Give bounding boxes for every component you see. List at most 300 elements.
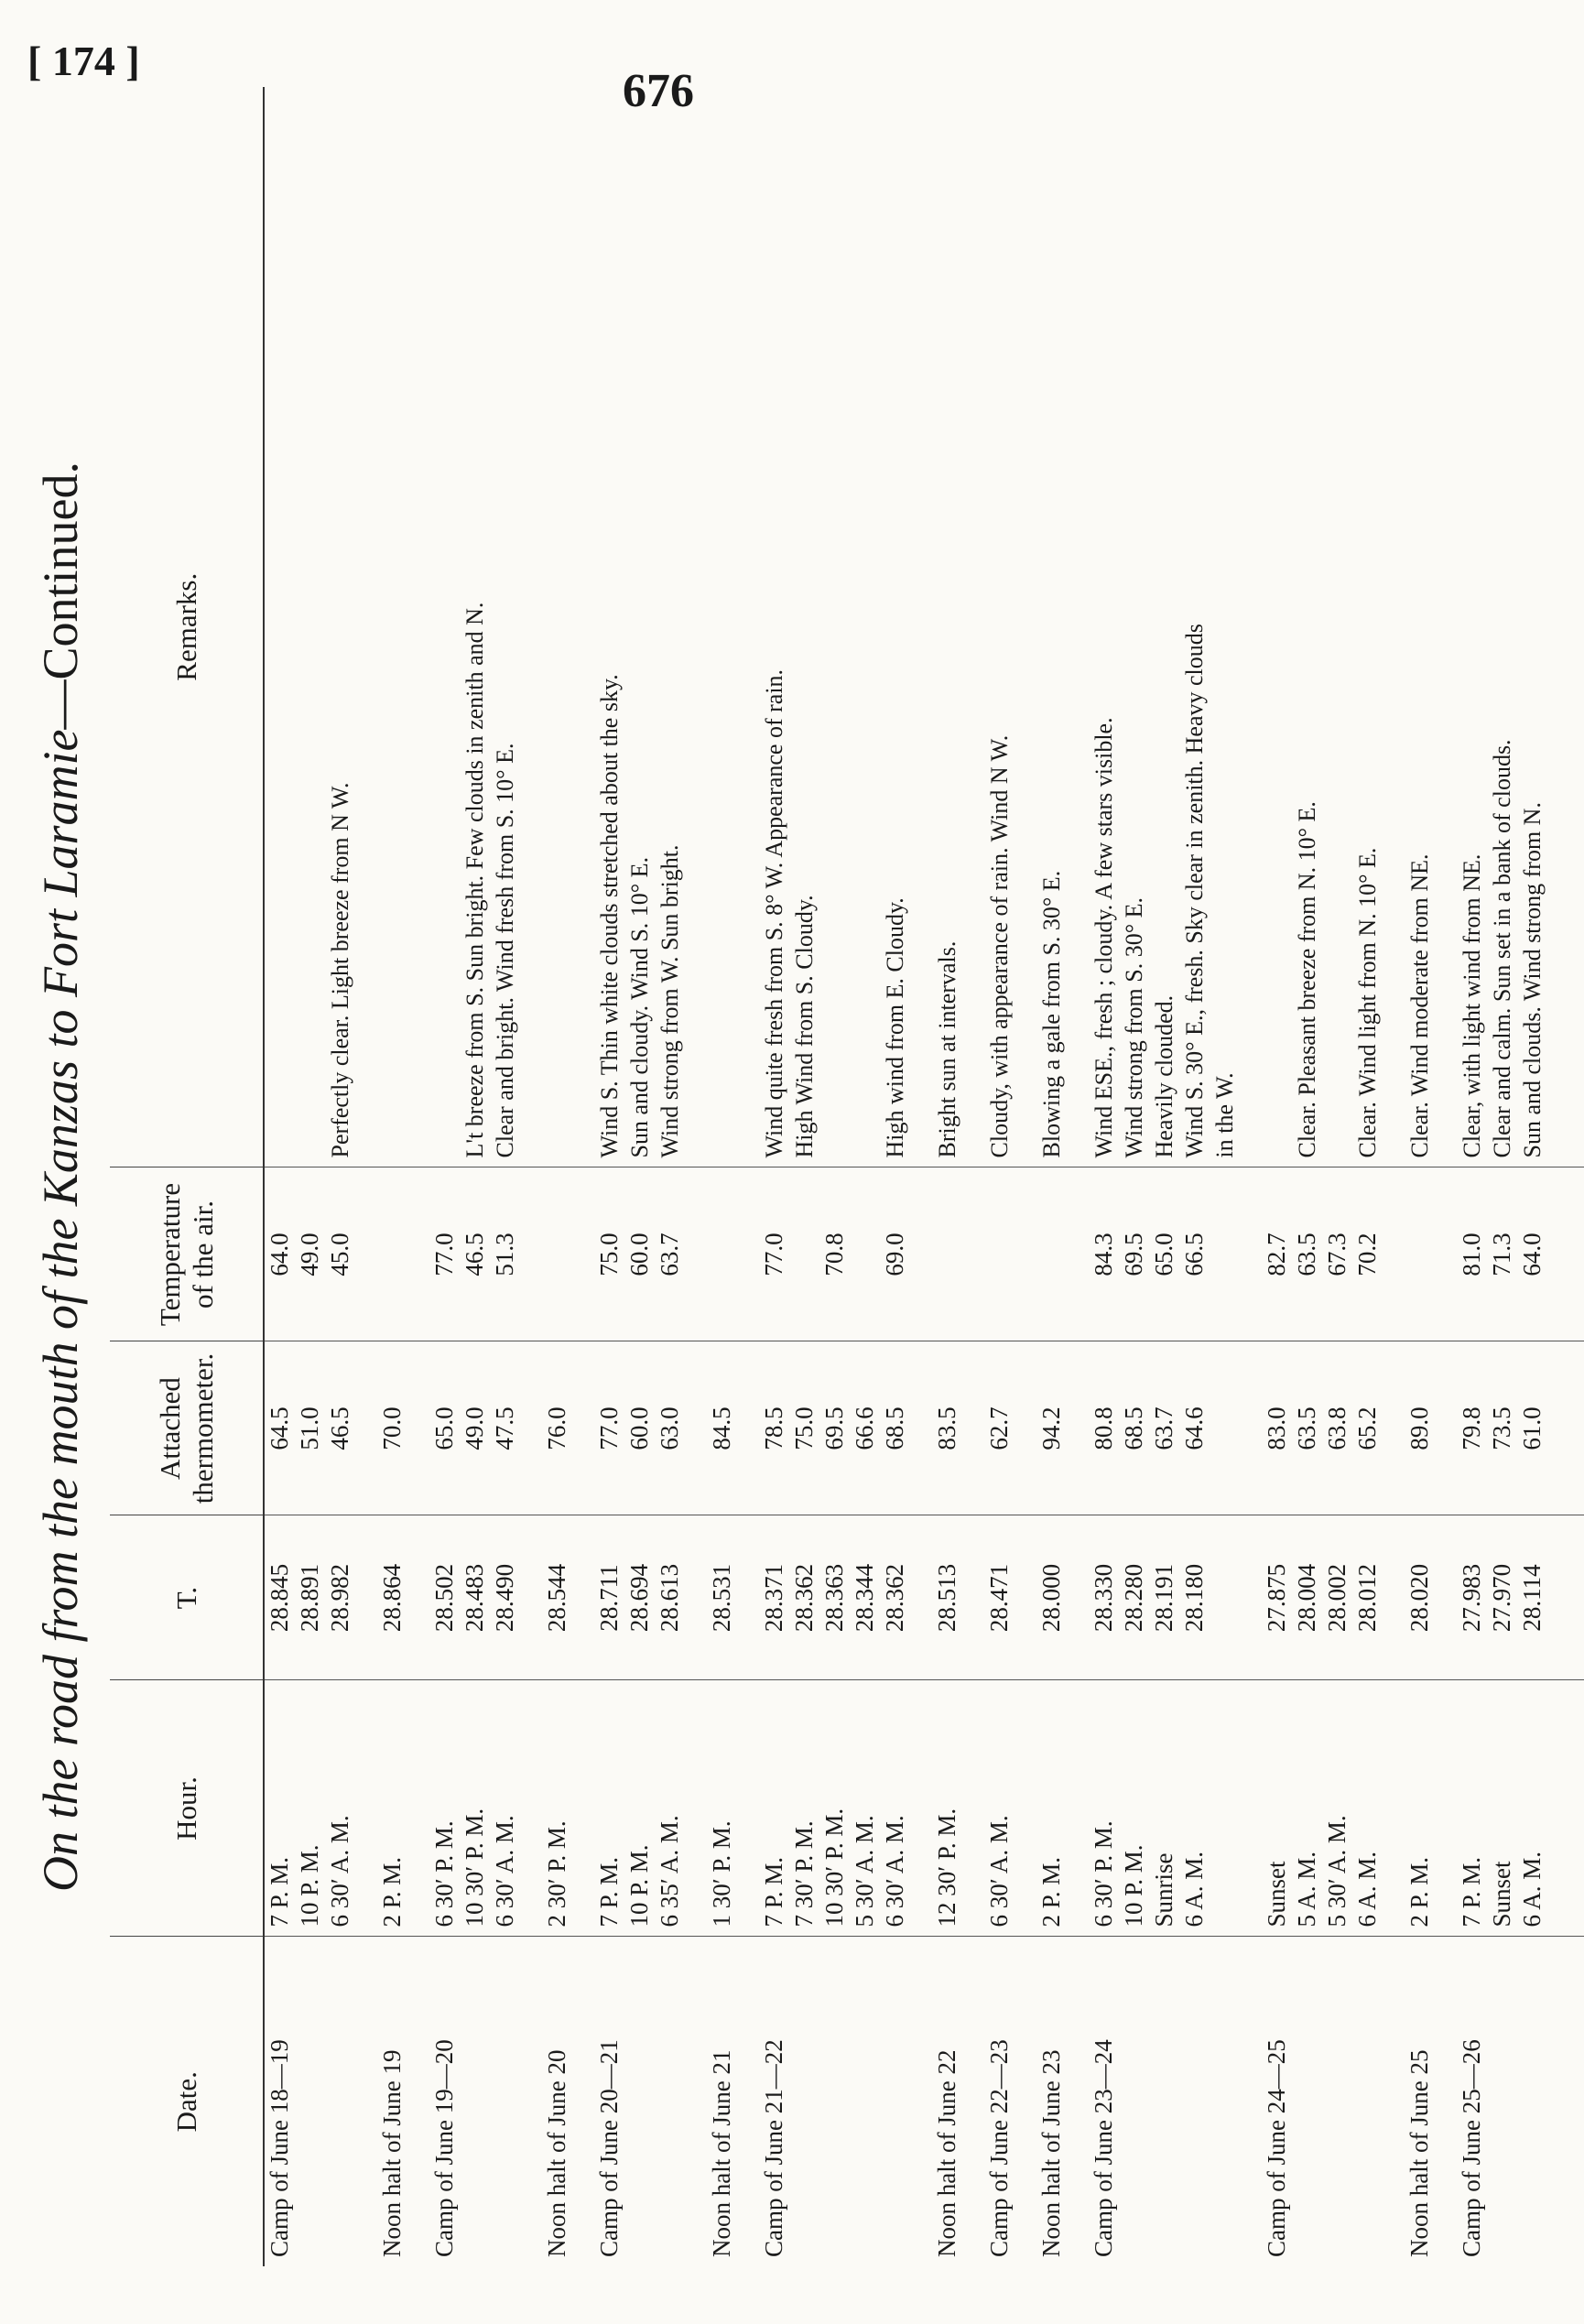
air-temperature-cell: 77.0	[429, 1167, 460, 1341]
air-temperature-cell: 63.7	[655, 1167, 685, 1341]
t-cell: 28.000	[1036, 1515, 1067, 1680]
date-cell	[295, 1937, 325, 2266]
spacer-cell	[910, 1937, 932, 2266]
spacer-cell	[355, 87, 377, 1167]
hour-cell: 6 A. M.	[1179, 1680, 1210, 1937]
spacer-cell	[962, 1167, 984, 1341]
remarks-cell: L't breeze from S. Sun bright. Few clouds in zenith and N.	[460, 87, 490, 1167]
air-temperature-cell: 46.5	[460, 1167, 490, 1341]
group-spacer	[1240, 87, 1262, 2266]
spacer-cell	[572, 1515, 594, 1680]
group-spacer	[1067, 87, 1089, 2266]
table-row	[1487, 87, 1517, 2266]
table-row	[1322, 87, 1352, 2266]
spacer-cell	[1435, 1341, 1457, 1515]
spacer-cell	[737, 1680, 759, 1937]
attached-thermometer-cell: 64.6	[1179, 1341, 1210, 1515]
date-cell: Noon halt of June 19	[378, 2049, 406, 2257]
date-cell: Camp of June 21—22	[760, 2039, 787, 2257]
remarks-cell: Clear. Pleasant breeze from N. 10° E.	[1292, 87, 1322, 1167]
air-temperature-cell: 77.0	[759, 1167, 789, 1341]
table-row	[1517, 87, 1547, 2266]
spacer-cell	[910, 1341, 932, 1515]
remarks-cell: Wind S. Thin white clouds stretched about the sky.	[594, 87, 624, 1167]
remarks-cell: Wind quite fresh from S. 8° W. Appearance of rain.	[759, 87, 789, 1167]
padding-cell	[1547, 1937, 1584, 2266]
remarks-cell: Wind S. 30° E., fresh. Sky clear in zenith. Heavy clouds	[1179, 87, 1210, 1167]
spacer-cell	[1435, 1680, 1457, 1937]
table-row	[655, 87, 685, 2266]
air-temperature-cell: 81.0	[1457, 1167, 1487, 1341]
col-temperature-header: Temperature of the air.	[110, 1167, 264, 1341]
spacer-cell	[1014, 1680, 1036, 1937]
group-spacer	[737, 87, 759, 2266]
table-bottom-padding	[1547, 87, 1584, 2266]
date-cell: Camp of June 18—19	[266, 2039, 293, 2257]
spacer-cell	[685, 1937, 707, 2266]
hour-cell: Sunset	[1487, 1680, 1517, 1937]
hour-cell: 7 P. M.	[1457, 1680, 1487, 1937]
date-cell	[819, 1937, 850, 2266]
table-row	[429, 87, 460, 2266]
group-spacer	[962, 87, 984, 2266]
table-row	[759, 87, 789, 2266]
spacer-cell	[355, 1680, 377, 1937]
spacer-cell	[1067, 1680, 1089, 1937]
remarks-cell: Sun and clouds. Wind strong from N.	[1517, 87, 1547, 1167]
spacer-cell	[1067, 1167, 1089, 1341]
air-temperature-cell: 66.5	[1179, 1167, 1210, 1341]
air-temperature-cell	[542, 1167, 572, 1341]
remarks-cell	[707, 87, 737, 1167]
remarks-cell: High Wind from S. Cloudy.	[789, 87, 819, 1167]
remarks-cell: Wind strong from S. 30° E.	[1119, 87, 1149, 1167]
table-row	[1149, 87, 1179, 2266]
spacer-cell	[1067, 1341, 1089, 1515]
table-row	[880, 87, 910, 2266]
running-title	[18, 87, 103, 2266]
remarks-cell: Clear and bright. Wind fresh from S. 10° E.	[490, 87, 520, 1167]
spacer-cell	[685, 1680, 707, 1937]
hour-cell: 6 30′ A. M.	[880, 1680, 910, 1937]
table-row	[1292, 87, 1322, 2266]
table-row	[1262, 87, 1292, 2266]
date-cell	[1487, 1937, 1517, 2266]
group-spacer	[572, 87, 594, 2266]
table-row	[1352, 87, 1383, 2266]
spacer-cell	[685, 1341, 707, 1515]
t-cell: 28.191	[1149, 1515, 1179, 1680]
t-cell: 28.891	[295, 1515, 325, 1680]
t-cell: 28.613	[655, 1515, 685, 1680]
remarks-cell: Wind strong from W. Sun bright.	[655, 87, 685, 1167]
table-row	[932, 87, 962, 2266]
hour-cell: Sunset	[1262, 1680, 1292, 1937]
air-temperature-cell	[1405, 1167, 1435, 1341]
t-cell: 28.012	[1352, 1515, 1383, 1680]
padding-cell	[1547, 1167, 1584, 1341]
spacer-cell	[1014, 1167, 1036, 1341]
remarks-cell	[542, 87, 572, 1167]
t-cell: 28.280	[1119, 1515, 1149, 1680]
t-cell: 28.864	[377, 1515, 407, 1680]
date-cell	[1119, 1937, 1149, 2266]
table-row	[789, 87, 819, 2266]
air-temperature-cell: 82.7	[1262, 1167, 1292, 1341]
table-row	[295, 87, 325, 2266]
air-temperature-cell: 64.0	[264, 1167, 295, 1341]
hour-cell: 1 30′ P. M.	[707, 1680, 737, 1937]
spacer-cell	[520, 1341, 542, 1515]
hour-cell: 6 30′ A. M.	[325, 1680, 355, 1937]
remarks-cell	[1262, 87, 1292, 1167]
spacer-cell	[407, 1341, 429, 1515]
meteorological-table	[110, 87, 1584, 2266]
spacer-cell	[910, 1515, 932, 1680]
attached-thermometer-cell: 65.0	[429, 1341, 460, 1515]
spacer-cell	[520, 1167, 542, 1341]
hour-cell: 5 30′ A. M.	[850, 1680, 880, 1937]
t-cell: 28.513	[932, 1515, 962, 1680]
spacer-cell	[962, 1680, 984, 1937]
padding-cell	[1547, 1341, 1584, 1515]
spacer-cell	[520, 87, 542, 1167]
attached-thermometer-cell: 89.0	[1405, 1341, 1435, 1515]
spacer-cell	[910, 1167, 932, 1341]
spacer-cell	[685, 87, 707, 1167]
spacer-cell	[1240, 1680, 1262, 1937]
date-cell	[1210, 1937, 1240, 2266]
hour-cell: 6 30′ P. M.	[429, 1680, 460, 1937]
t-cell: 28.694	[624, 1515, 655, 1680]
table-row	[1457, 87, 1487, 2266]
spacer-cell	[520, 1937, 542, 2266]
remarks-cell: Blowing a gale from S. 30° E.	[1036, 87, 1067, 1167]
air-temperature-cell	[932, 1167, 962, 1341]
attached-thermometer-cell: 51.0	[295, 1341, 325, 1515]
attached-thermometer-cell: 64.5	[264, 1341, 295, 1515]
spacer-cell	[355, 1937, 377, 2266]
remarks-cell	[850, 87, 880, 1167]
attached-thermometer-cell: 73.5	[1487, 1341, 1517, 1515]
spacer-cell	[572, 1680, 594, 1937]
col-attached-header: Attached thermometer.	[110, 1341, 264, 1515]
air-temperature-cell	[1036, 1167, 1067, 1341]
t-cell: 27.875	[1262, 1515, 1292, 1680]
t-cell: 28.004	[1292, 1515, 1322, 1680]
spacer-cell	[685, 1167, 707, 1341]
table-row	[624, 87, 655, 2266]
attached-thermometer-cell: 63.5	[1292, 1341, 1322, 1515]
air-temperature-cell	[850, 1167, 880, 1341]
spacer-cell	[407, 87, 429, 1167]
hour-cell: 6 A. M.	[1517, 1680, 1547, 1937]
t-cell: 28.362	[880, 1515, 910, 1680]
spacer-cell	[355, 1515, 377, 1680]
spacer-cell	[572, 87, 594, 1167]
attached-thermometer-cell: 78.5	[759, 1341, 789, 1515]
folio-number: 676	[623, 65, 694, 117]
table-row	[377, 87, 407, 2266]
hour-cell: 2 P. M.	[1405, 1680, 1435, 1937]
date-cell: Camp of June 19—20	[430, 2039, 458, 2257]
col-hour-header: Hour.	[110, 1680, 264, 1937]
table-body	[264, 87, 1584, 2266]
attached-thermometer-cell: 68.5	[880, 1341, 910, 1515]
date-cell	[325, 1937, 355, 2266]
group-spacer	[685, 87, 707, 2266]
date-cell	[880, 1937, 910, 2266]
air-temperature-cell: 69.0	[880, 1167, 910, 1341]
t-cell: 28.711	[594, 1515, 624, 1680]
t-cell: 27.970	[1487, 1515, 1517, 1680]
padding-cell	[1547, 1680, 1584, 1937]
table-row	[490, 87, 520, 2266]
title-suffix: —Continued.	[33, 462, 88, 730]
spacer-cell	[962, 87, 984, 1167]
spacer-cell	[1240, 87, 1262, 1167]
air-temperature-cell: 75.0	[594, 1167, 624, 1341]
attached-thermometer-cell: 83.0	[1262, 1341, 1292, 1515]
spacer-cell	[407, 1680, 429, 1937]
table-row	[542, 87, 572, 2266]
spacer-cell	[1067, 1937, 1089, 2266]
hour-cell: 10 P. M.	[624, 1680, 655, 1937]
hour-cell: 7 P. M.	[759, 1680, 789, 1937]
remarks-cell	[264, 87, 295, 1167]
date-cell: Noon halt of June 21	[708, 2049, 735, 2257]
spacer-cell	[737, 1167, 759, 1341]
table-row	[1036, 87, 1067, 2266]
title-text: On the road from the mouth of the Kanzas to Fort Laramie	[33, 729, 88, 1893]
group-spacer	[355, 87, 377, 2266]
spacer-cell	[1383, 87, 1405, 1167]
attached-thermometer-cell: 79.8	[1457, 1341, 1487, 1515]
group-spacer	[1014, 87, 1036, 2266]
t-cell: 28.114	[1517, 1515, 1547, 1680]
attached-thermometer-cell: 63.0	[655, 1341, 685, 1515]
t-cell: 28.531	[707, 1515, 737, 1680]
remarks-cell: Clear and calm. Sun set in a bank of clouds.	[1487, 87, 1517, 1167]
attached-thermometer-cell: 75.0	[789, 1341, 819, 1515]
spacer-cell	[962, 1937, 984, 2266]
padding-cell	[1547, 87, 1584, 1167]
date-cell	[850, 1937, 880, 2266]
attached-thermometer-cell	[1210, 1341, 1240, 1515]
spacer-cell	[1067, 87, 1089, 1167]
attached-thermometer-cell: 77.0	[594, 1341, 624, 1515]
date-cell: Noon halt of June 23	[1037, 2049, 1065, 2257]
t-cell: 28.490	[490, 1515, 520, 1680]
rotated-page-content	[18, 87, 1546, 2266]
spacer-cell	[572, 1167, 594, 1341]
attached-thermometer-cell: 65.2	[1352, 1341, 1383, 1515]
attached-thermometer-cell: 60.0	[624, 1341, 655, 1515]
table-row	[460, 87, 490, 2266]
t-cell: 27.983	[1457, 1515, 1487, 1680]
date-cell	[1322, 1937, 1352, 2266]
spacer-cell	[737, 1341, 759, 1515]
hour-cell: Sunrise	[1149, 1680, 1179, 1937]
table-row	[984, 87, 1014, 2266]
hour-cell: 10 P. M.	[295, 1680, 325, 1937]
t-cell: 28.502	[429, 1515, 460, 1680]
air-temperature-cell: 45.0	[325, 1167, 355, 1341]
spacer-cell	[520, 1680, 542, 1937]
air-temperature-cell: 84.3	[1089, 1167, 1119, 1341]
hour-cell: 2 P. M.	[1036, 1680, 1067, 1937]
attached-thermometer-cell: 63.7	[1149, 1341, 1179, 1515]
attached-thermometer-cell: 68.5	[1119, 1341, 1149, 1515]
date-cell	[1179, 1937, 1210, 2266]
date-cell: Noon halt of June 25	[1405, 2049, 1433, 2257]
group-spacer	[407, 87, 429, 2266]
air-temperature-cell: 67.3	[1322, 1167, 1352, 1341]
air-temperature-cell	[789, 1167, 819, 1341]
spacer-cell	[910, 87, 932, 1167]
remarks-cell	[295, 87, 325, 1167]
attached-thermometer-cell: 62.7	[984, 1341, 1014, 1515]
spacer-cell	[1383, 1341, 1405, 1515]
air-temperature-cell	[984, 1167, 1014, 1341]
remarks-cell: Clear. Wind light from N. 10° E.	[1352, 87, 1383, 1167]
remarks-cell	[819, 87, 850, 1167]
date-cell	[1352, 1937, 1383, 2266]
date-cell	[490, 1937, 520, 2266]
spacer-cell	[1240, 1341, 1262, 1515]
air-temperature-cell: 63.5	[1292, 1167, 1322, 1341]
air-temperature-cell: 49.0	[295, 1167, 325, 1341]
remarks-cell: Bright sun at intervals.	[932, 87, 962, 1167]
col-date-header: Date.	[110, 1937, 264, 2266]
hour-cell: 12 30′ P. M.	[932, 1680, 962, 1937]
hour-cell: 7 P. M.	[264, 1680, 295, 1937]
table-row	[819, 87, 850, 2266]
t-cell: 28.371	[759, 1515, 789, 1680]
spacer-cell	[1383, 1680, 1405, 1937]
spacer-cell	[407, 1167, 429, 1341]
hour-cell: 2 P. M.	[377, 1680, 407, 1937]
header-row	[110, 87, 264, 2266]
attached-thermometer-cell: 63.8	[1322, 1341, 1352, 1515]
t-cell: 28.363	[819, 1515, 850, 1680]
remarks-cell: Perfectly clear. Light breeze from N W.	[325, 87, 355, 1167]
col-t-header: T.	[110, 1515, 264, 1680]
hour-cell: 6 30′ P. M.	[1089, 1680, 1119, 1937]
remarks-cell: Sun and cloudy. Wind S. 10° E.	[624, 87, 655, 1167]
t-cell: 28.362	[789, 1515, 819, 1680]
attached-thermometer-cell: 80.8	[1089, 1341, 1119, 1515]
table-row	[1405, 87, 1435, 2266]
table-row	[1210, 87, 1240, 2266]
remarks-cell: Heavily clouded.	[1149, 87, 1179, 1167]
date-cell: Camp of June 20—21	[595, 2039, 623, 2257]
date-cell	[789, 1937, 819, 2266]
spacer-cell	[962, 1341, 984, 1515]
date-cell: Noon halt of June 20	[543, 2049, 570, 2257]
hour-cell: 10 30′ P. M.	[819, 1680, 850, 1937]
table-row	[264, 87, 295, 2266]
attached-thermometer-cell: 94.2	[1036, 1341, 1067, 1515]
air-temperature-cell: 70.8	[819, 1167, 850, 1341]
spacer-cell	[407, 1937, 429, 2266]
t-cell: 28.344	[850, 1515, 880, 1680]
t-cell	[1210, 1515, 1240, 1680]
air-temperature-cell: 64.0	[1517, 1167, 1547, 1341]
spacer-cell	[1383, 1515, 1405, 1680]
remarks-cell	[429, 87, 460, 1167]
attached-thermometer-cell: 49.0	[460, 1341, 490, 1515]
spacer-cell	[1435, 1167, 1457, 1341]
attached-thermometer-cell: 61.0	[1517, 1341, 1547, 1515]
spacer-cell	[355, 1167, 377, 1341]
remarks-cell: Wind ESE., fresh ; cloudy. A few stars visible.	[1089, 87, 1119, 1167]
spacer-cell	[1240, 1515, 1262, 1680]
date-cell	[624, 1937, 655, 2266]
spacer-cell	[1014, 1515, 1036, 1680]
spacer-cell	[572, 1937, 594, 2266]
table-row	[1089, 87, 1119, 2266]
spacer-cell	[1067, 1515, 1089, 1680]
date-cell	[1517, 1937, 1547, 2266]
t-cell: 28.020	[1405, 1515, 1435, 1680]
spacer-cell	[737, 1937, 759, 2266]
spacer-cell	[1014, 1937, 1036, 2266]
hour-cell: 5 A. M.	[1292, 1680, 1322, 1937]
table-row	[325, 87, 355, 2266]
col-remarks-header: Remarks.	[110, 87, 264, 1167]
air-temperature-cell	[377, 1167, 407, 1341]
attached-thermometer-cell: 76.0	[542, 1341, 572, 1515]
date-cell	[1149, 1937, 1179, 2266]
group-spacer	[910, 87, 932, 2266]
spacer-cell	[1014, 1341, 1036, 1515]
t-cell: 28.002	[1322, 1515, 1352, 1680]
spacer-cell	[572, 1341, 594, 1515]
hour-cell: 7 30′ P. M.	[789, 1680, 819, 1937]
date-cell: Camp of June 23—24	[1090, 2039, 1117, 2257]
remarks-cell: High wind from E. Cloudy.	[880, 87, 910, 1167]
attached-thermometer-cell: 83.5	[932, 1341, 962, 1515]
spacer-cell	[737, 1515, 759, 1680]
spacer-cell	[1435, 87, 1457, 1167]
spacer-cell	[520, 1515, 542, 1680]
remarks-cell: Cloudy, with appearance of rain. Wind N W.	[984, 87, 1014, 1167]
date-cell	[1292, 1937, 1322, 2266]
air-temperature-cell: 70.2	[1352, 1167, 1383, 1341]
hour-cell	[1210, 1680, 1240, 1937]
t-cell: 28.471	[984, 1515, 1014, 1680]
date-cell: Noon halt of June 22	[933, 2049, 960, 2257]
page-number: [ 174 ]	[27, 38, 140, 84]
hour-cell: 10 P. M.	[1119, 1680, 1149, 1937]
attached-thermometer-cell: 84.5	[707, 1341, 737, 1515]
date-cell: Camp of June 22—23	[985, 2039, 1013, 2257]
remarks-cell: in the W.	[1210, 87, 1240, 1167]
remarks-cell	[377, 87, 407, 1167]
spacer-cell	[355, 1341, 377, 1515]
t-cell: 28.845	[264, 1515, 295, 1680]
attached-thermometer-cell: 66.6	[850, 1341, 880, 1515]
date-cell: Camp of June 25—26	[1458, 2039, 1485, 2257]
date-cell	[655, 1937, 685, 2266]
t-cell: 28.330	[1089, 1515, 1119, 1680]
spacer-cell	[407, 1515, 429, 1680]
remarks-cell: Clear. Wind moderate from NE.	[1405, 87, 1435, 1167]
padding-cell	[1547, 1515, 1584, 1680]
group-spacer	[1435, 87, 1457, 2266]
t-cell: 28.544	[542, 1515, 572, 1680]
